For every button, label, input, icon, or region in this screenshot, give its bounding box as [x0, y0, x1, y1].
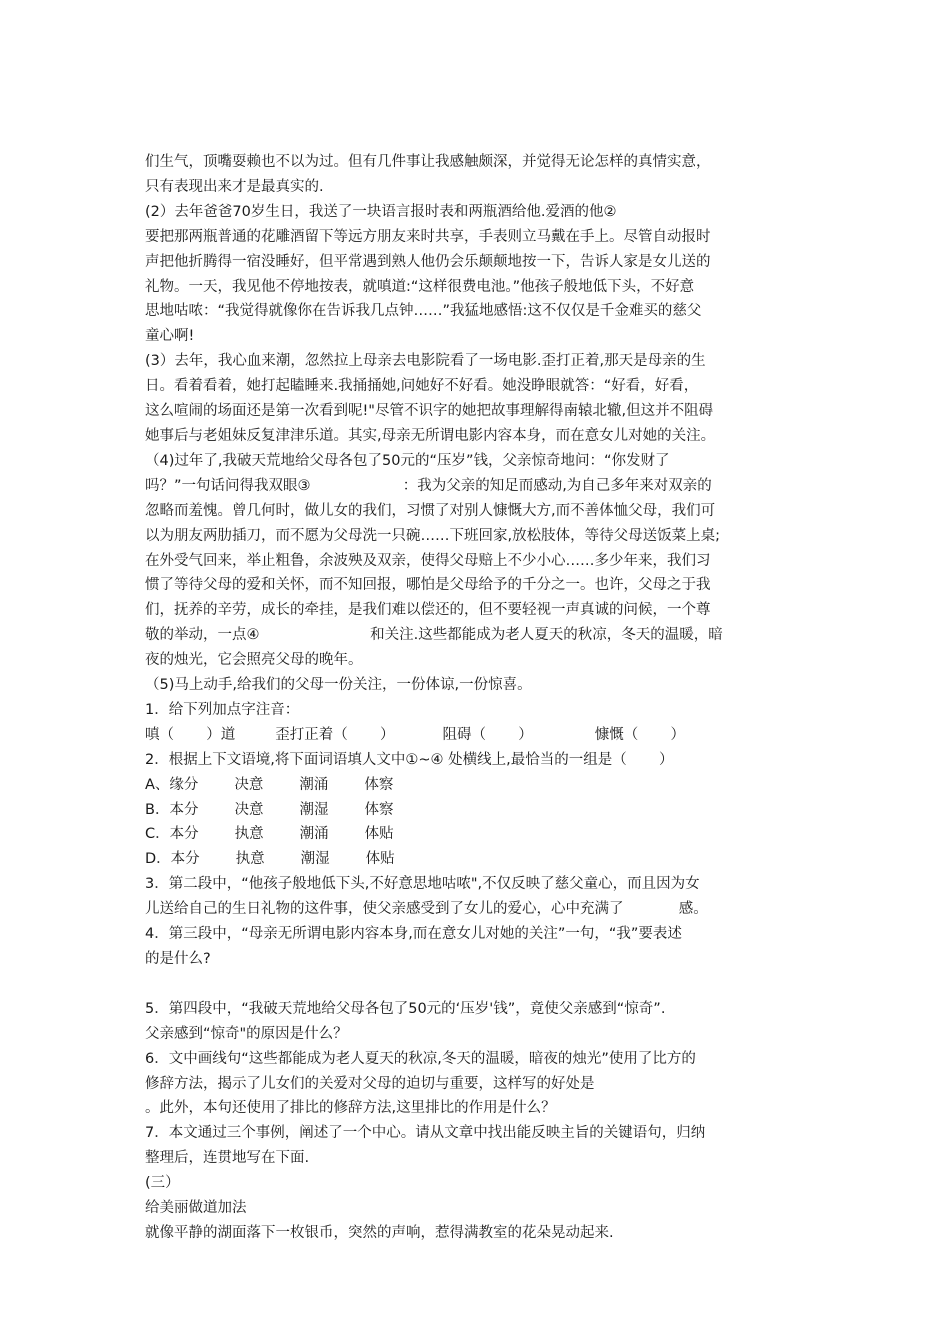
- text-line: 她事后与老姐妹反复津津乐道。其实,母亲无所谓电影内容本身，而在意女儿对她的关注。: [145, 427, 716, 444]
- text-line: 日。看着看着，她打起瞌睡来.我捅捅她,问她好不好看。她没睁眼就答：“好看，好看，: [145, 378, 699, 395]
- question-5: [145, 997, 815, 1047]
- document-page: [145, 150, 815, 1246]
- text-line: 童心啊!: [145, 328, 195, 345]
- text-line: 7．本文通过三个事例，阐述了一个中心。请从文章中找出能反映主旨的关键语句，归纳: [145, 1125, 706, 1142]
- question-6: [145, 1047, 815, 1122]
- text-line: 这么喧闹的场面还是第一次看到呢!"尽管不识字的她把故事理解得南辕北辙,但这并不阻碍: [145, 403, 714, 420]
- question-2: [145, 748, 815, 873]
- pinyin-item: 嗔（ ）道: [145, 726, 236, 743]
- section-title: 给美丽做道加法: [145, 1200, 247, 1217]
- text-line: 整理后，连贯地写在下面.: [145, 1150, 310, 1167]
- question-stem: 2．根据上下文语境,将下面词语填人文中①~④ 处横线上,最恰当的一组是（ ）: [145, 751, 674, 768]
- text-line: 吗？”一句话问得我双眼③ ：我为父亲的知足而感动,为自己多年来对双亲的: [145, 477, 712, 494]
- text-line: 敬的举动，一点④ 和关注.这些都能成为老人夏天的秋凉，冬天的温暖，暗: [145, 627, 723, 644]
- text-line: 6．文中画线句“这些都能成为老人夏天的秋凉,冬天的温暖，暗夜的烛光”使用了比方的: [145, 1050, 696, 1067]
- text-line: 的是什么?: [145, 951, 211, 967]
- pinyin-item: 阻碍（ ）: [442, 726, 533, 743]
- text-line: 们，抚养的辛劳，成长的牵挂，是我们难以偿还的，但不要轻视一声真诚的问候，一个尊: [145, 602, 711, 619]
- text-line: 只有表现出来才是最真实的.: [145, 178, 324, 195]
- text-line: 就像平静的湖面落下一枚银币，突然的声响，惹得满教室的花朵晃动起来.: [145, 1224, 614, 1241]
- text-line: 以为朋友两肋插刀，而不愿为父母洗一只碗……下班回家,放松肢体，等待父母送饭菜上桌;: [145, 527, 720, 544]
- question-1: [145, 698, 815, 748]
- text-line: 惯了等待父母的爱和关怀，而不知回报，哪怕是父母给予的千分之一。也许，父母之于我: [145, 577, 711, 594]
- question-3: [145, 872, 815, 922]
- text-line: 父亲感到“惊奇"的原因是什么？: [145, 1025, 348, 1042]
- text-line: 4．第三段中，“母亲无所谓电影内容本身,而在意女儿对她的关注”一句，“我”要表述: [145, 926, 682, 943]
- answer-space: [145, 972, 815, 997]
- pinyin-item: 歪打正着（ ）: [275, 726, 395, 743]
- text-line: 夜的烛光，它会照亮父母的晚年。: [145, 652, 363, 669]
- option-c: C．本分 执意 潮涌 体贴: [145, 826, 394, 843]
- question-7: [145, 1121, 815, 1171]
- text-line: (2）去年爸爸70岁生日，我送了一块语言报时表和两瓶酒给他.爱酒的他②: [145, 203, 617, 220]
- paragraph-3: [145, 349, 815, 449]
- text-line: (3）去年，我心血来潮，忽然拉上母亲去电影院看了一场电影.歪打正着,那天是母亲的生: [145, 353, 706, 370]
- pinyin-items: [145, 723, 815, 748]
- option-a: A、缘分 决意 潮涌 体察: [145, 776, 394, 793]
- text-line: 儿送给自己的生日礼物的这件事，使父亲感受到了女儿的爱心，心中充满了 感。: [145, 901, 708, 918]
- text-line: 要把那两瓶普通的花雕酒留下等远方朋友来时共享，手表则立马戴在手上。尽管自动报时: [145, 228, 711, 245]
- text-line: 在外受气回来，举止粗鲁，余波殃及双亲，使得父母赔上不少小心……多少年来，我们习: [145, 552, 711, 569]
- text-line: 修辞方法，揭示了儿女们的关爱对父母的迫切与重要，这样写的好处是: [145, 1075, 595, 1092]
- question-stem: 1．给下列加点字注音：: [145, 701, 300, 718]
- pinyin-item: 慷慨（ ）: [594, 726, 686, 743]
- text-line: 3．第二段中，“他孩子般地低下头,不好意思地咕哝",不仅反映了慈父童心，而且因为女: [145, 876, 700, 893]
- text-line: 。此外，本句还使用了排比的修辞方法,这里排比的作用是什么？: [145, 1100, 556, 1117]
- option-d: D．本分 执意 潮湿 体贴: [145, 851, 395, 868]
- section-number: (三）: [145, 1175, 180, 1192]
- text-line: 思地咕哝：“我觉得就像你在告诉我几点钟……”我猛地感悟:这不仅仅是千金难买的慈父: [145, 303, 702, 320]
- text-line: 忽略而羞愧。曾几何时，做儿女的我们，习惯了对别人慷慨大方,而不善体恤父母，我们可: [145, 502, 716, 519]
- text-line: （4)过年了,我破天荒地给父母各包了50元的“压岁”钱，父亲惊奇地问：“你发财了: [145, 452, 670, 469]
- text-line: 5．第四段中，“我破天荒地给父母各包了50元的‘压岁'钱”，竟使父亲感到“惊奇”.: [145, 1000, 666, 1017]
- option-b: B．本分 决意 潮湿 体察: [145, 801, 394, 818]
- paragraph-1: [145, 150, 815, 200]
- question-4: [145, 922, 815, 972]
- text-line: （5)马上动手,给我们的父母一份关注，一份体谅,一份惊喜。: [145, 677, 532, 694]
- text-line: 们生气，顶嘴耍赖也不以为过。但有几件事让我感触颇深，并觉得无论怎样的真情实意，: [145, 154, 711, 170]
- section-3: [145, 1171, 815, 1246]
- paragraph-4: [145, 449, 815, 673]
- text-line: 声把他折腾得一宿没睡好，但平常遇到熟人他仍会乐颠颠地按一下，告诉人家是女儿送的: [145, 253, 711, 270]
- text-line: 礼物。一天，我见他不停地按表，就嗔道:“这样很费电池。”他孩子般地低下头，不好意: [145, 278, 695, 295]
- paragraph-2: [145, 200, 815, 349]
- paragraph-5: [145, 673, 815, 698]
